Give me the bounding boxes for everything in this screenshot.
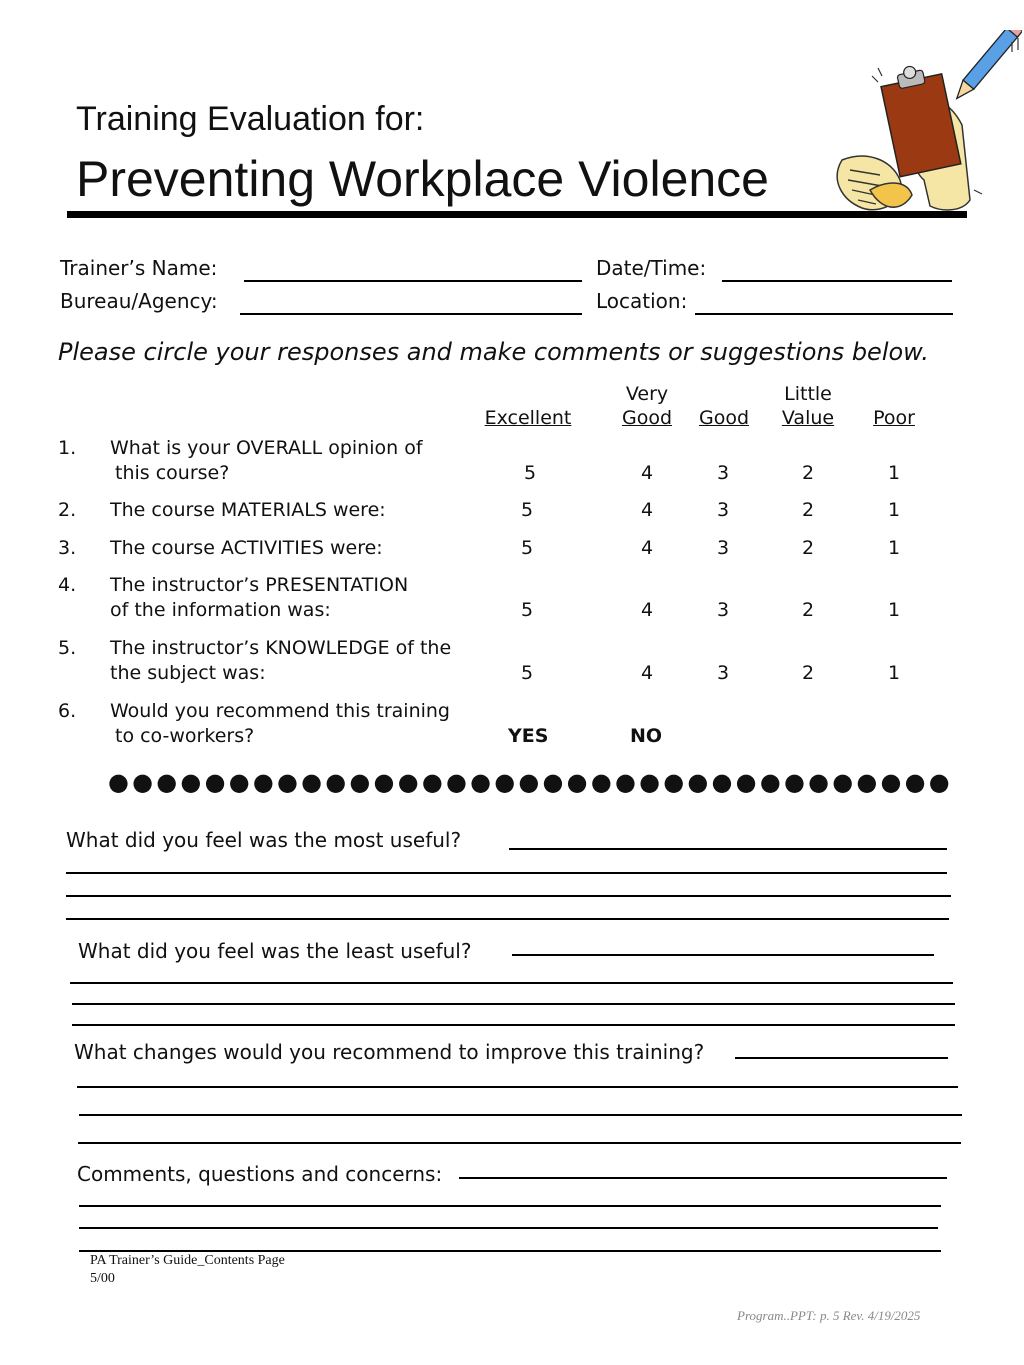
question-6-number: 6. (58, 700, 77, 722)
question-4-text-cont: of the information was: (110, 599, 331, 621)
question-2-text: The course MATERIALS were: (110, 499, 386, 521)
q3-rating-1[interactable]: 1 (887, 537, 901, 559)
q1-rating-4[interactable]: 4 (640, 462, 654, 484)
trainer-name-label: Trainer’s Name: (60, 256, 218, 280)
comments-line[interactable] (79, 1227, 938, 1229)
changes-prompt: What changes would you recommend to improve this training? (74, 1040, 705, 1064)
q4-rating-2[interactable]: 2 (801, 599, 815, 621)
most-useful-prompt: What did you feel was the most useful? (66, 828, 462, 852)
least-useful-prompt: What did you feel was the least useful? (78, 939, 472, 963)
changes-field[interactable] (735, 1057, 948, 1059)
q6-yes-option[interactable]: YES (508, 725, 549, 747)
header-excellent: Excellent (484, 407, 572, 429)
q6-no-option[interactable]: NO (630, 725, 663, 747)
q3-rating-2[interactable]: 2 (801, 537, 815, 559)
q3-rating-3[interactable]: 3 (716, 537, 730, 559)
q2-rating-3[interactable]: 3 (716, 499, 730, 521)
q5-rating-4[interactable]: 4 (640, 662, 654, 684)
header-poor: Poor (873, 407, 915, 429)
q2-rating-2[interactable]: 2 (801, 499, 815, 521)
changes-line[interactable] (77, 1086, 958, 1088)
comments-line[interactable] (79, 1250, 941, 1252)
q1-rating-5[interactable]: 5 (523, 462, 537, 484)
q1-rating-2[interactable]: 2 (801, 462, 815, 484)
q5-rating-5[interactable]: 5 (520, 662, 534, 684)
dotted-separator: ●●●●●●●●●●●●●●●●●●●●●●●●●●●●●●●●●●● (108, 768, 953, 796)
most-useful-line[interactable] (66, 872, 947, 874)
q1-rating-3[interactable]: 3 (716, 462, 730, 484)
clipboard-scroll-pencil-icon (812, 30, 1022, 220)
least-useful-line[interactable] (70, 982, 953, 984)
question-3-number: 3. (58, 537, 77, 559)
question-3-text: The course ACTIVITIES were: (110, 537, 383, 559)
comments-line[interactable] (79, 1205, 941, 1207)
q2-rating-4[interactable]: 4 (640, 499, 654, 521)
most-useful-line[interactable] (66, 918, 949, 920)
header-very: Very (625, 383, 669, 405)
header-little: Little (784, 383, 832, 405)
page-title: Preventing Workplace Violence (76, 151, 769, 207)
question-5-text: The instructor’s KNOWLEDGE of the (110, 637, 452, 659)
instructions: Please circle your responses and make comments or suggestions below. (58, 338, 929, 366)
header-very-good: Good (621, 407, 673, 429)
trainer-name-field[interactable] (244, 280, 582, 282)
q2-rating-1[interactable]: 1 (887, 499, 901, 521)
date-time-field[interactable] (722, 280, 952, 282)
question-1-text: What is your OVERALL opinion of (110, 437, 423, 459)
question-1-text-cont: this course? (115, 462, 230, 484)
header-good: Good (698, 407, 750, 429)
most-useful-field[interactable] (509, 848, 947, 850)
q3-rating-5[interactable]: 5 (520, 537, 534, 559)
question-4-number: 4. (58, 574, 77, 596)
least-useful-line[interactable] (72, 1003, 955, 1005)
least-useful-line[interactable] (72, 1024, 955, 1026)
title-line1: Training Evaluation for: (76, 100, 425, 138)
question-1-number: 1. (58, 437, 77, 459)
q2-rating-5[interactable]: 5 (520, 499, 534, 521)
footer-date: 5/00 (90, 1271, 115, 1286)
q4-rating-1[interactable]: 1 (887, 599, 901, 621)
q4-rating-3[interactable]: 3 (716, 599, 730, 621)
comments-prompt: Comments, questions and concerns: (77, 1162, 443, 1186)
bureau-agency-label: Bureau/Agency: (60, 289, 218, 313)
most-useful-line[interactable] (66, 895, 951, 897)
q4-rating-4[interactable]: 4 (640, 599, 654, 621)
question-4-text: The instructor’s PRESENTATION (110, 574, 409, 596)
q3-rating-4[interactable]: 4 (640, 537, 654, 559)
question-5-number: 5. (58, 637, 77, 659)
header-little-value: Value (781, 407, 835, 429)
q1-rating-1[interactable]: 1 (887, 462, 901, 484)
q5-rating-2[interactable]: 2 (801, 662, 815, 684)
question-5-text-cont: the subject was: (110, 662, 266, 684)
date-time-label: Date/Time: (596, 256, 707, 280)
footer-guide: PA Trainer’s Guide_Contents Page (90, 1253, 285, 1268)
least-useful-field[interactable] (512, 954, 934, 956)
comments-field[interactable] (459, 1177, 947, 1179)
q4-rating-5[interactable]: 5 (520, 599, 534, 621)
question-2-number: 2. (58, 499, 77, 521)
location-label: Location: (596, 289, 688, 313)
q5-rating-3[interactable]: 3 (716, 662, 730, 684)
changes-line[interactable] (79, 1114, 962, 1116)
question-6-text-cont: to co-workers? (115, 725, 255, 747)
location-field[interactable] (695, 313, 953, 315)
question-6-text: Would you recommend this training (110, 700, 450, 722)
bureau-agency-field[interactable] (240, 313, 582, 315)
q5-rating-1[interactable]: 1 (887, 662, 901, 684)
footer-revision: Program..PPT: p. 5 Rev. 4/19/2025 (737, 1308, 921, 1323)
changes-line[interactable] (78, 1142, 961, 1144)
